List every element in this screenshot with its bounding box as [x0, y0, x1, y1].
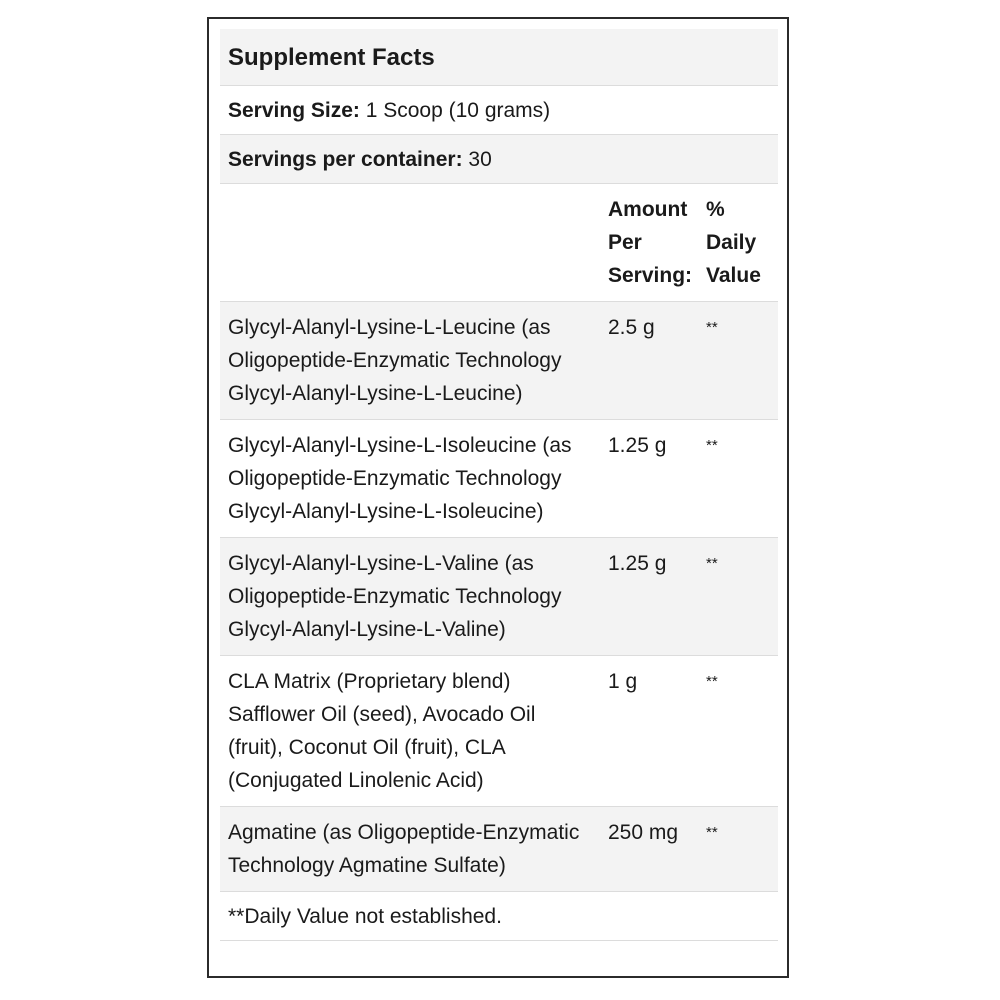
ingredient-daily-value: **	[698, 420, 778, 538]
ingredient-amount: 1.25 g	[600, 538, 698, 656]
ingredient-amount: 1.25 g	[600, 420, 698, 538]
serving-size-value: 1 Scoop (10 grams)	[365, 98, 551, 122]
footnote: **Daily Value not established.	[220, 892, 778, 941]
ingredient-amount: 2.5 g	[600, 302, 698, 420]
column-header-row	[220, 184, 778, 302]
daily-value-header-line: %	[706, 198, 725, 221]
ingredient-amount: 1 g	[600, 656, 698, 807]
ingredient-name: Glycyl-Alanyl-Lysine-L-Leucine (as Oligopeptide-Enzymatic Technology Glycyl-Alanyl-Lysine-L-Leucine)	[220, 302, 600, 420]
ingredient-name: CLA Matrix (Proprietary blend) Safflower Oil (seed), Avocado Oil (fruit), Coconut Oil (fruit), CLA (Conjugated Linolenic Acid)	[220, 656, 600, 807]
ingredient-row	[220, 656, 778, 807]
ingredient-row	[220, 807, 778, 892]
ingredient-amount: 250 mg	[600, 807, 698, 892]
ingredient-daily-value: **	[698, 538, 778, 656]
ingredient-name: Agmatine (as Oligopeptide-Enzymatic Technology Agmatine Sulfate)	[220, 807, 600, 892]
serving-size	[220, 86, 778, 135]
ingredient-daily-value: **	[698, 656, 778, 807]
title-row	[220, 29, 778, 86]
supplement-facts-panel	[207, 17, 789, 978]
amount-column-header	[600, 184, 698, 302]
daily-value-header-line: Daily	[706, 231, 757, 254]
supplement-facts-table	[220, 29, 778, 941]
ingredient-daily-value: **	[698, 302, 778, 420]
ingredient-name: Glycyl-Alanyl-Lysine-L-Valine (as Oligopeptide-Enzymatic Technology Glycyl-Alanyl-Lysine-L-Valine)	[220, 538, 600, 656]
ingredient-name: Glycyl-Alanyl-Lysine-L-Isoleucine (as Oligopeptide-Enzymatic Technology Glycyl-Alanyl-Lysine-L-Isoleucine)	[220, 420, 600, 538]
daily-value-header-line: Value	[706, 264, 761, 287]
ingredient-daily-value: **	[698, 807, 778, 892]
daily-value-column-header	[698, 184, 778, 302]
panel-title: Supplement Facts	[220, 29, 778, 86]
servings-per-container-label: Servings per container:	[228, 147, 463, 171]
servings-per-container	[220, 135, 778, 184]
amount-header-line: Per	[608, 231, 642, 254]
ingredient-row	[220, 538, 778, 656]
amount-header-line: Serving:	[608, 264, 693, 287]
serving-size-row	[220, 86, 778, 135]
footnote-row	[220, 892, 778, 941]
ingredient-column-header	[220, 184, 600, 302]
amount-header-line: Amount	[608, 198, 688, 221]
servings-per-container-row	[220, 135, 778, 184]
servings-per-container-value: 30	[468, 147, 492, 171]
serving-size-label: Serving Size:	[228, 98, 360, 122]
ingredient-row	[220, 420, 778, 538]
ingredient-row	[220, 302, 778, 420]
